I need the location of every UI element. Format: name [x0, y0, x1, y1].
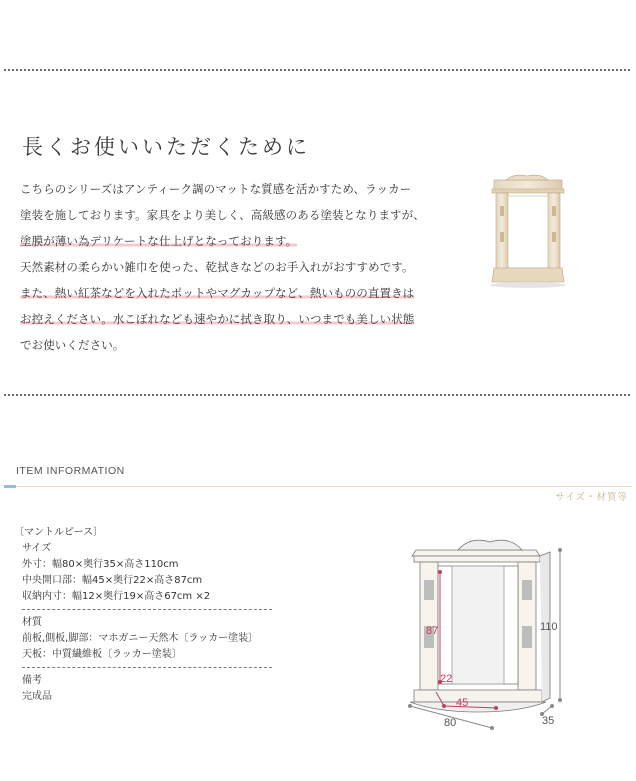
size-label: サイズ	[22, 543, 52, 554]
size-outer: 外寸：幅80×奥行35×高さ110cm	[22, 559, 179, 570]
dim-opening-depth: 22	[440, 673, 453, 685]
care-line	[20, 280, 440, 306]
highlighted-text: お控えください。水こぼれなども速やかに拭き取り、いつまでも美しい状態	[20, 312, 415, 326]
size-opening: 中央開口部：幅45×奥行22×高さ87cm	[22, 575, 203, 586]
dim-outer-height: 110	[540, 621, 558, 633]
highlighted-text: また、熱い紅茶などを入れたポットやマグカップなど、熱いものの直置きは	[20, 286, 415, 300]
item-information-heading: ITEM INFORMATION	[16, 465, 125, 477]
care-line: 天然素材の柔らかい雑巾を使った、乾拭きなどのお手入れがおすすめです。	[20, 260, 414, 274]
note-value: 完成品	[22, 691, 52, 702]
product-name: 〔マントルピース〕	[14, 527, 104, 538]
care-title: 長くお使いいただくために	[22, 135, 310, 159]
dimension-diagram	[400, 530, 636, 750]
dashed-divider	[22, 667, 272, 668]
dim-opening-height: 87	[426, 625, 439, 637]
bottom-dotted-divider	[4, 394, 630, 396]
size-storage: 収納内寸：幅12×奥行19×高さ67cm ×2	[22, 591, 211, 602]
care-line: でお使いください。	[20, 338, 125, 352]
care-line: 塗装を施しております。家具をより美しく、高級感のある塗装となりますが、	[20, 208, 425, 222]
size-material-subheading: サイズ・材質等	[555, 492, 628, 503]
dashed-divider	[22, 609, 272, 610]
care-line	[20, 306, 440, 332]
care-line	[20, 228, 440, 254]
material-label: 材質	[22, 617, 42, 628]
section-divider	[4, 486, 632, 487]
material-front: 前板,側板,脚部：マホガニー天然木〔ラッカー塗装〕	[22, 633, 259, 644]
highlighted-text: 塗膜が薄い為デリケートな仕上げとなっております。	[20, 234, 298, 248]
product-thumbnail-image	[484, 172, 570, 290]
note-label: 備考	[22, 675, 42, 686]
top-dotted-divider	[4, 69, 630, 71]
material-top: 天板：中質繊維板〔ラッカー塗装〕	[22, 649, 182, 660]
spec-list	[14, 525, 270, 705]
section-accent-bar	[4, 485, 16, 488]
dim-outer-depth: 35	[542, 715, 555, 727]
dim-opening-width: 45	[456, 697, 469, 709]
care-text	[20, 176, 440, 358]
dim-outer-width: 80	[444, 717, 457, 729]
care-line: こちらのシリーズはアンティーク調のマットな質感を活かすため、ラッカー	[20, 182, 412, 196]
